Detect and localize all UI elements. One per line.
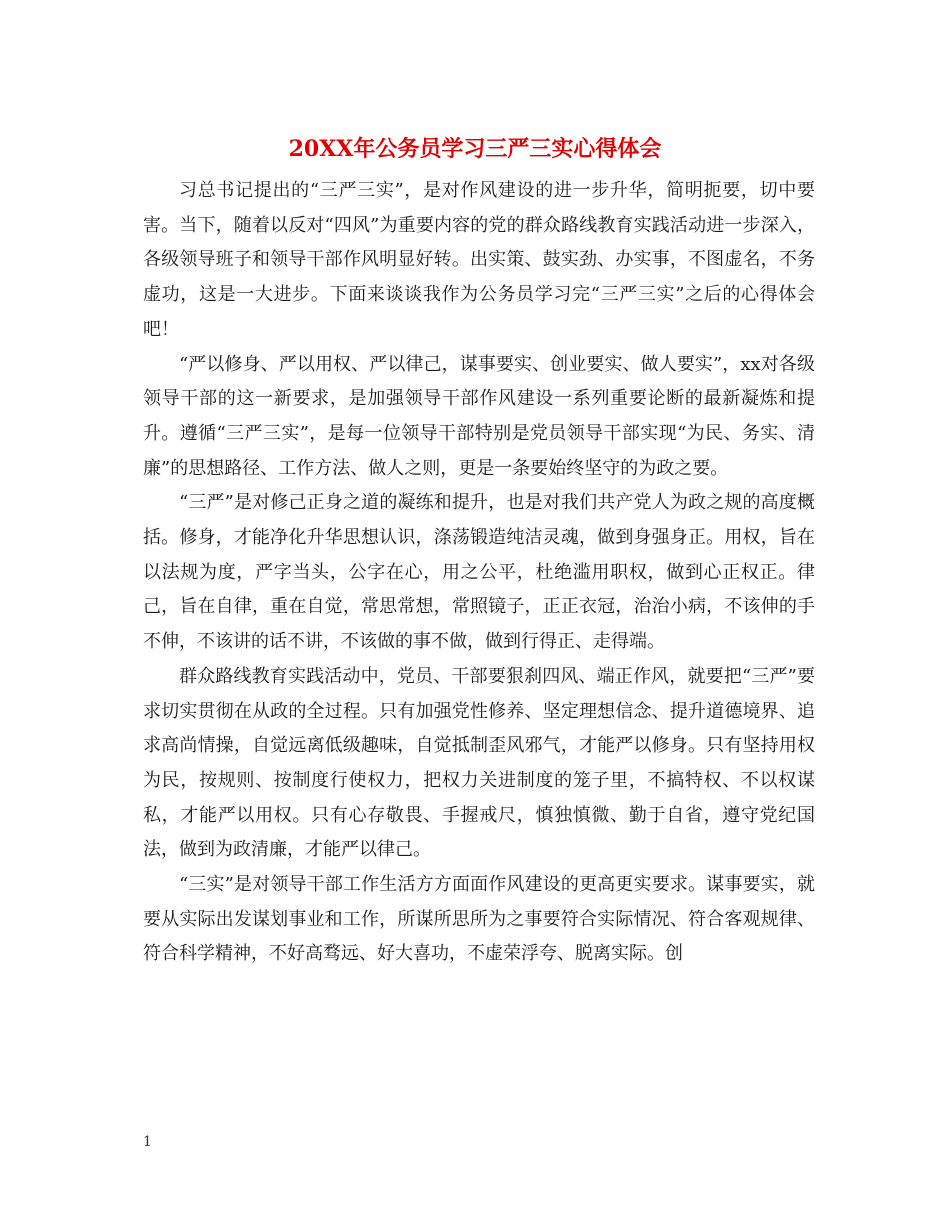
page-number: 1 bbox=[143, 1134, 152, 1150]
paragraph-1: 习总书记提出的“三严三实”，是对作风建设的进一步升华，简明扼要，切中要害。当下，随着以反对“四风”为重要内容的党的群众路线教育实践活动进一步深入，各级领导班子和领导干部作风明显好转。出实策、鼓实劲、办实事，不图虚名，不务虚功，这是一大进步。下面来谈谈我作为公务员学习完“三严三实”之后的心得体会吧！ bbox=[143, 180, 815, 340]
paragraph-2: “严以修身、严以用权、严以律己，谋事要实、创业要实、做人要实”，xx对各级领导干部的这一新要求，是加强领导干部作风建设一系列重要论断的最新凝炼和提升。遵循“三严三实”，是每一位领导干部特别是党员领导干部实现“为民、务实、清廉”的思想路径、工作方法、做人之则，更是一条要始终坚守的为政之要。 bbox=[143, 353, 815, 479]
paragraph-5: “三实”是对领导干部工作生活方方面面作风建设的更高更实要求。谋事要实，就要从实际出发谋划事业和工作，所谋所思所为之事要符合实际情况、符合客观规律、符合科学精神，不好高骛远、好大喜功，不虚荣浮夸、脱离实际。创 bbox=[143, 874, 815, 965]
document-title: 20XX年公务员学习三严三实心得体会 bbox=[288, 136, 662, 162]
paragraph-3: “三严”是对修己正身之道的凝练和提升，也是对我们共产党人为政之规的高度概括。修身，才能净化升华思想认识，涤荡锻造纯洁灵魂，做到身强身正。用权，旨在以法规为度，严字当头，公字在心，用之公平，杜绝滥用职权，做到心正权正。律己，旨在自律，重在自觉，常思常想，常照镜子，正正衣冠，治治小病，不该伸的手不伸，不该讲的话不讲，不该做的事不做，做到行得正、走得端。 bbox=[143, 492, 815, 653]
document-body bbox=[143, 174, 815, 972]
paragraph-4: 群众路线教育实践活动中，党员、干部要狠刹四风、端正作风，就要把“三严”要求切实贯彻在从政的全过程。只有加强党性修养、坚定理想信念、提升道德境界、追求高尚情操，自觉远离低级趣味，自觉抵制歪风邪气，才能严以修身。只有坚持用权为民，按规则、按制度行使权力，把权力关进制度的笼子里，不搞特权、不以权谋私，才能严以用权。只有心存敬畏、手握戒尺，慎独慎微、勤于自省，遵守党纪国法，做到为政清廉，才能严以律己。 bbox=[143, 665, 815, 861]
